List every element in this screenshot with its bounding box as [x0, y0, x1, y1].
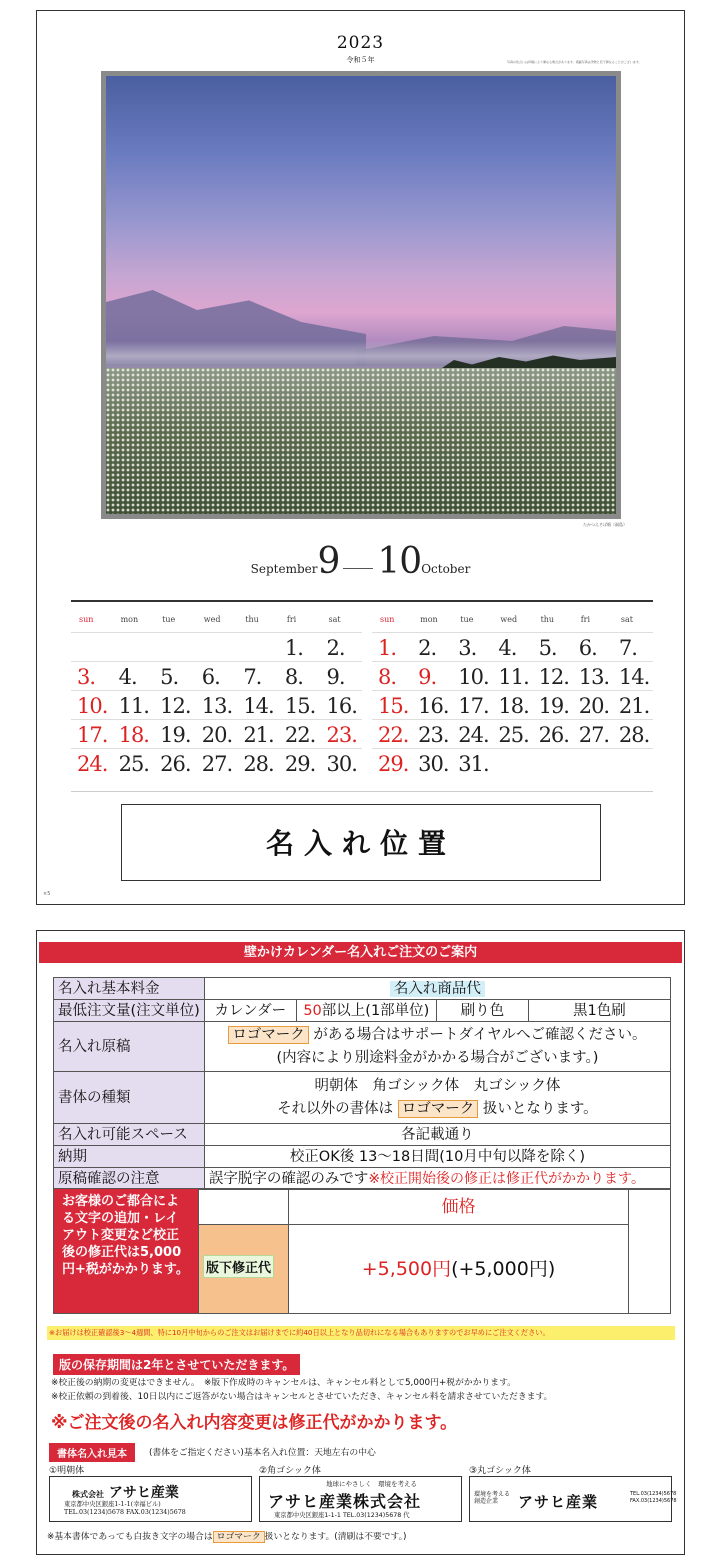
day-cell: 6. [578, 636, 597, 660]
buckwheat-field [106, 368, 616, 514]
day-cell: 19. [538, 694, 569, 718]
day-cell: 16. [418, 694, 449, 718]
sample2-tagline: 地球にやさしく 環境を考える [326, 1480, 417, 1488]
sample1-prefix: 株式会社 [72, 1489, 104, 1499]
day-cell: 25. [118, 752, 149, 776]
sample-kaku-gothic [259, 1476, 462, 1522]
day-cell: 8. [378, 665, 397, 689]
day-cell: 25. [498, 723, 529, 747]
weekday-label: tue [162, 615, 176, 624]
day-cell [113, 633, 155, 661]
manuscript-text2: (内容により別途料金がかかる場合がございます。) [276, 1049, 599, 1066]
day-cell: 24. [458, 723, 489, 747]
day-cell: 16. [326, 694, 357, 718]
day-cell [196, 633, 238, 661]
foot-pre: ※基本書体であっても白抜き文字の場合は [47, 1532, 213, 1542]
day-cell: 21. [243, 723, 274, 747]
day-cell: 30. [418, 752, 449, 776]
sample1-company [72, 1482, 179, 1502]
foot-post: 扱いとなります。(清刷は不要です。) [264, 1532, 407, 1542]
price-blank-cell [198, 1189, 288, 1225]
font-other-pre: それ以外の書体は [277, 1100, 394, 1117]
foot-note [47, 1529, 406, 1542]
base-fee-label: 名入れ基本料金 [54, 978, 205, 1000]
day-cell: 13. [578, 665, 610, 689]
plate-fix-label: 版下修正代 [203, 1255, 274, 1278]
table-row [54, 1146, 671, 1168]
day-cell [492, 749, 532, 777]
day-cell: 29. [284, 752, 316, 776]
weekday-label: mon [120, 615, 139, 624]
proof-warning: ※校正開始後の修正は修正代がかかります。 [368, 1170, 645, 1187]
min-qty-suffix: 部以上(1部単位) [321, 1002, 430, 1019]
day-cell: 27. [201, 752, 233, 776]
logo-mark-tag: ロゴマーク [228, 1026, 309, 1044]
week-row [372, 661, 653, 690]
weekday-label: fri [286, 615, 297, 624]
day-cell: 26. [160, 752, 191, 776]
day-cell: 29. [378, 752, 409, 776]
week-row [71, 632, 362, 661]
sample3-tel: TEL.03(1234)5678 [630, 1491, 677, 1497]
sample1-tel: TEL.03(1234)5678 FAX.03(1234)5678 [64, 1509, 186, 1516]
space-label: 名入れ可能スペース [54, 1124, 205, 1146]
manuscript-value [204, 1022, 670, 1072]
print-color-value: 黒1色刷 [528, 1000, 670, 1022]
min-order-label: 最低注文量(注文単位) [54, 1000, 205, 1022]
day-cell: 19. [160, 723, 191, 747]
day-cell: 11. [498, 665, 529, 689]
style-kaku-gothic-label: ②角ゴシック体 [259, 1466, 321, 1476]
day-cell [573, 749, 613, 777]
day-cell: 5. [160, 665, 179, 689]
month-left-word: September [250, 562, 318, 576]
day-cell: 28. [618, 723, 650, 747]
calendar-sheet [36, 10, 685, 905]
weekday-header [71, 602, 362, 632]
order-info-panel [36, 930, 685, 1555]
weekday-header [372, 602, 653, 632]
weekday-label: mon [420, 615, 438, 624]
era-year: 令和５年 [346, 56, 375, 64]
weekday-label: sun [380, 615, 395, 624]
sample2-addr: 東京都中央区銀座1-1-1 TEL.03(1234)5678 代 [274, 1512, 410, 1519]
table-row [54, 1022, 671, 1072]
customer-note: お客様のご都合による文字の追加・レイアウト変更など校正後の修正代は5,000円+税がかかります。 [54, 1189, 198, 1313]
proof-value-cell [204, 1168, 670, 1190]
table-row [54, 1072, 671, 1124]
day-cell: 10. [458, 665, 489, 689]
style-mincho-label: ①明朝体 [49, 1466, 85, 1476]
delivery-label: 納期 [54, 1146, 205, 1168]
font-sample-badge: 書体名入れ見本 [49, 1443, 135, 1462]
week-row [372, 748, 653, 777]
min-qty-number: 50 [303, 1002, 322, 1019]
day-cell: 7. [243, 665, 262, 689]
weekday-label: thu [540, 615, 555, 624]
day-cell: 23. [418, 723, 449, 747]
day-cell: 20. [201, 723, 233, 747]
week-row [372, 690, 653, 719]
week-row [71, 748, 362, 777]
weekday-label: wed [500, 615, 518, 624]
reply-note: ※校正依頼の到着後、10日以内にご返答がない場合はキャンセルとさせていただき、キャンセル料を請求させていただきます。 [51, 1392, 553, 1402]
price-header: 価格 [288, 1189, 628, 1225]
day-cell: 15. [284, 694, 316, 718]
table-row [54, 1124, 671, 1146]
calendar-bottom-rule [71, 791, 653, 792]
photo-caption: たかつえそば畑（福島） [583, 522, 627, 527]
product-label: 名入れ商品代 [390, 981, 485, 997]
day-cell [71, 633, 113, 661]
spec-table [53, 977, 671, 1190]
day-cell: 5. [538, 636, 557, 660]
name-position-box: 名入れ位置 [121, 804, 601, 881]
proof-value: 誤字脱字の確認のみです [208, 1170, 369, 1187]
september-grid [71, 602, 362, 777]
month-left-num: 9 [317, 541, 340, 582]
photo-frame [101, 71, 621, 519]
day-cell: 2. [326, 636, 345, 660]
day-cell: 2. [418, 636, 437, 660]
sample3-company: アサヒ産業 [518, 1493, 599, 1511]
price-value: +5,500円 [361, 1258, 452, 1280]
delivery-warning: ※お届けは校正確認後3〜4週間、特に10月中旬からのご注文はお届けまでに約40日以上となり品切れになる場合もありますのでお早めにご注文ください。 [47, 1326, 675, 1340]
sample3-fax: FAX.03(1234)5678 [630, 1498, 677, 1504]
keep-period-badge: 版の保存期間は2年とさせていただきます。 [53, 1354, 300, 1375]
month-right-word: October [421, 562, 471, 576]
day-cell: 22. [284, 723, 316, 747]
price-ex-tax: (+5,000円) [451, 1258, 556, 1280]
day-cell: 26. [538, 723, 569, 747]
sample1-contact [64, 1501, 186, 1517]
manuscript-label: 名入れ原稿 [54, 1022, 205, 1072]
day-cell: 13. [201, 694, 233, 718]
price-right-cell [628, 1189, 670, 1313]
product-label-cell [204, 978, 670, 1000]
weekday-label: sat [620, 615, 633, 624]
table-row [54, 978, 671, 1000]
day-cell: 9. [326, 665, 345, 689]
print-color-label: 刷り色 [436, 1000, 528, 1022]
day-cell [533, 749, 573, 777]
delivery-value: 校正OK後 13〜18日間(10月中旬以降を除く) [204, 1146, 670, 1168]
cancel-note: ※校正後の納期の変更はできません。 ※版下作成時のキャンセルは、キャンセル料として5,000円+税がかかります。 [51, 1378, 516, 1388]
day-cell: 14. [618, 665, 650, 689]
day-cell: 7. [618, 636, 637, 660]
day-cell: 4. [118, 665, 137, 689]
order-info-title: 壁かけカレンダー名入れご注文のご案内 [39, 942, 682, 963]
week-row [372, 719, 653, 748]
day-cell: 8. [284, 665, 303, 689]
day-cell: 4. [498, 636, 517, 660]
change-warning: ※ご注文後の名入れ内容変更は修正代がかかります。 [51, 1413, 458, 1433]
day-cell: 21. [618, 694, 650, 718]
logo-mark-tag: ロゴマーク [213, 1531, 265, 1543]
weekday-label: tue [460, 615, 474, 624]
day-cell: 24. [77, 752, 108, 776]
day-cell [613, 749, 653, 777]
day-cell: 30. [326, 752, 357, 776]
week-row [71, 690, 362, 719]
month-right-num: 10 [377, 541, 422, 582]
day-cell: 1. [378, 636, 397, 660]
style-maru-gothic-label: ③丸ゴシック体 [469, 1466, 531, 1476]
price-area [53, 1188, 671, 1314]
october-grid [372, 602, 653, 777]
weekday-label: sat [328, 615, 341, 624]
day-cell: 12. [538, 665, 569, 689]
day-cell: 14. [243, 694, 274, 718]
week-row [372, 632, 653, 661]
font-list: 明朝体 角ゴシック体 丸ゴシック体 [314, 1077, 561, 1094]
day-cell: 15. [378, 694, 409, 718]
logo-mark-tag: ロゴマーク [398, 1100, 479, 1118]
week-row [71, 661, 362, 690]
day-cell: 18. [498, 694, 529, 718]
table-row [54, 1000, 671, 1022]
landscape-photo [106, 76, 616, 514]
day-cell: 28. [243, 752, 274, 776]
day-cell: 9. [418, 665, 437, 689]
october-weeks [372, 632, 653, 777]
manuscript-text1: がある場合はサポートダイヤルへご確認ください。 [313, 1026, 647, 1043]
sheet-number: ×5 [43, 891, 51, 897]
sample2-company: アサヒ産業株式会社 [268, 1492, 422, 1511]
day-cell: 20. [578, 694, 610, 718]
sample1-name: アサヒ産業 [108, 1485, 179, 1501]
day-cell: 3. [458, 636, 477, 660]
font-sample-note: (書体をご指定ください)基本名入れ位置：天地左右の中心 [149, 1448, 376, 1458]
photo-note: 写真の色合いは印刷により異なる場合があります。掲載写真は実物と若干異なることがございます。 [507, 60, 642, 64]
day-cell: 18. [118, 723, 149, 747]
month-dash [343, 568, 373, 569]
month-heading [37, 541, 684, 582]
day-cell: 1. [284, 636, 303, 660]
font-value [204, 1072, 670, 1124]
calendar-label: カレンダー [204, 1000, 296, 1022]
day-cell: 10. [77, 694, 108, 718]
table-row [54, 1168, 671, 1190]
week-row [71, 719, 362, 748]
day-cell: 22. [378, 723, 409, 747]
day-cell: 17. [77, 723, 108, 747]
sample3-contact [630, 1491, 677, 1505]
font-other-post: 扱いとなります。 [482, 1100, 598, 1117]
weekday-label: sun [79, 615, 94, 624]
plate-fix-cell [198, 1225, 288, 1313]
weekday-label: wed [203, 615, 221, 624]
day-cell: 3. [77, 665, 96, 689]
september-weeks [71, 632, 362, 777]
sample1-addr: 東京都中央区銀座1-1-1(幸福ビル) [64, 1501, 161, 1508]
day-cell: 23. [326, 723, 357, 747]
price-value-cell [288, 1225, 628, 1313]
min-qty [296, 1000, 436, 1022]
sample3-tagline: 環境を考える創造企業 [474, 1491, 511, 1505]
day-cell: 27. [578, 723, 610, 747]
space-value: 各記載通り [204, 1124, 670, 1146]
sample-maru-gothic [469, 1476, 677, 1522]
year: 2023 [336, 33, 385, 53]
weekday-label: thu [245, 615, 259, 624]
proof-label: 原稿確認の注意 [54, 1168, 205, 1190]
day-cell: 11. [118, 694, 149, 718]
day-cell: 17. [458, 694, 489, 718]
sample-mincho [49, 1476, 252, 1522]
day-cell: 6. [201, 665, 220, 689]
day-cell: 31. [458, 752, 489, 776]
weekday-label: fri [580, 615, 591, 624]
day-cell [154, 633, 196, 661]
day-cell [237, 633, 279, 661]
day-cell: 12. [160, 694, 191, 718]
font-label: 書体の種類 [54, 1072, 205, 1124]
